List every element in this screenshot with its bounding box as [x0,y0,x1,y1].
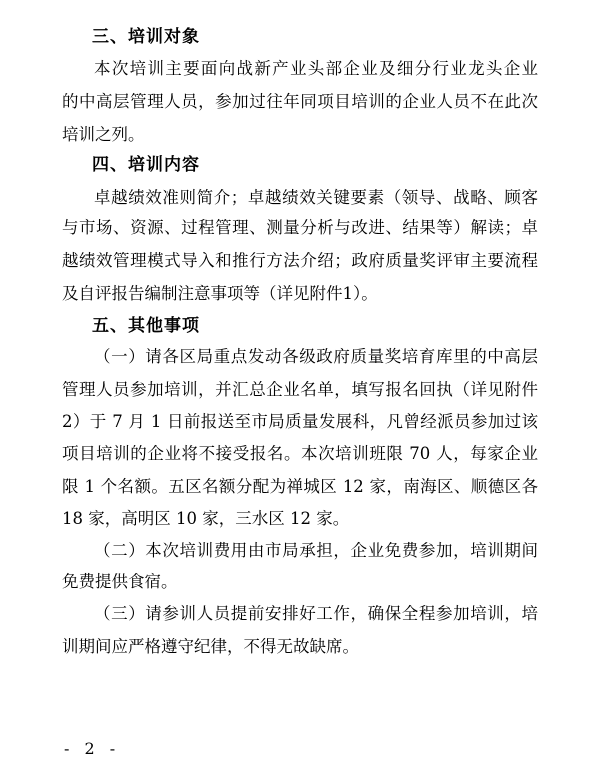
paragraph-line: 2）于 7 月 1 日前报送至市局质量发展科，凡曾经派员参加过该 [62,412,538,431]
paragraph-line: 与市场、资源、过程管理、测量分析与改进、结果等）解读；卓 [62,218,538,237]
paragraph-line: （二）本次培训费用由市局承担，企业免费参加，培训期间 [94,541,538,560]
paragraph-line: 的中高层管理人员，参加过往年同项目培训的企业人员不在此次 [62,92,538,111]
paragraph-line: （三）请参训人员提前安排好工作，确保全程参加培训，培 [94,604,538,623]
paragraph-line: 培训之列。 [62,125,145,144]
paragraph-line: 限 1 个名额。五区名额分配为禅城区 12 家，南海区、顺德区各 [62,477,538,496]
paragraph-line: 18 家，高明区 10 家，三水区 12 家。 [62,509,350,528]
paragraph-line: 项目培训的企业将不接受报名。本次培训班限 70 人，每家企业 [62,444,538,463]
paragraph-line: 卓越绩效准则简介；卓越绩效关键要素（领导、战略、顾客 [94,188,538,207]
section-heading-training-content: 四、培训内容 [92,155,200,175]
paragraph-line: 管理人员参加培训，并汇总企业名单，填写报名回执（详见附件 [62,380,538,399]
section-heading-other-matters: 五、其他事项 [92,316,200,336]
page-number: - 2 - [64,739,121,758]
section-heading-training-target: 三、培训对象 [92,27,200,47]
paragraph-line: 免费提供食宿。 [62,572,178,591]
paragraph-line: （一）请各区局重点发动各级政府质量奖培育库里的中高层 [94,347,538,366]
paragraph-line: 本次培训主要面向战新产业头部企业及细分行业龙头企业 [94,59,538,78]
paragraph-line: 训期间应严格遵守纪律，不得无故缺席。 [62,637,359,656]
paragraph-line: 及自评报告编制注意事项等（详见附件1）。 [62,284,378,303]
paragraph-line: 越绩效管理模式导入和推行方法介绍；政府质量奖评审主要流程 [62,251,538,270]
